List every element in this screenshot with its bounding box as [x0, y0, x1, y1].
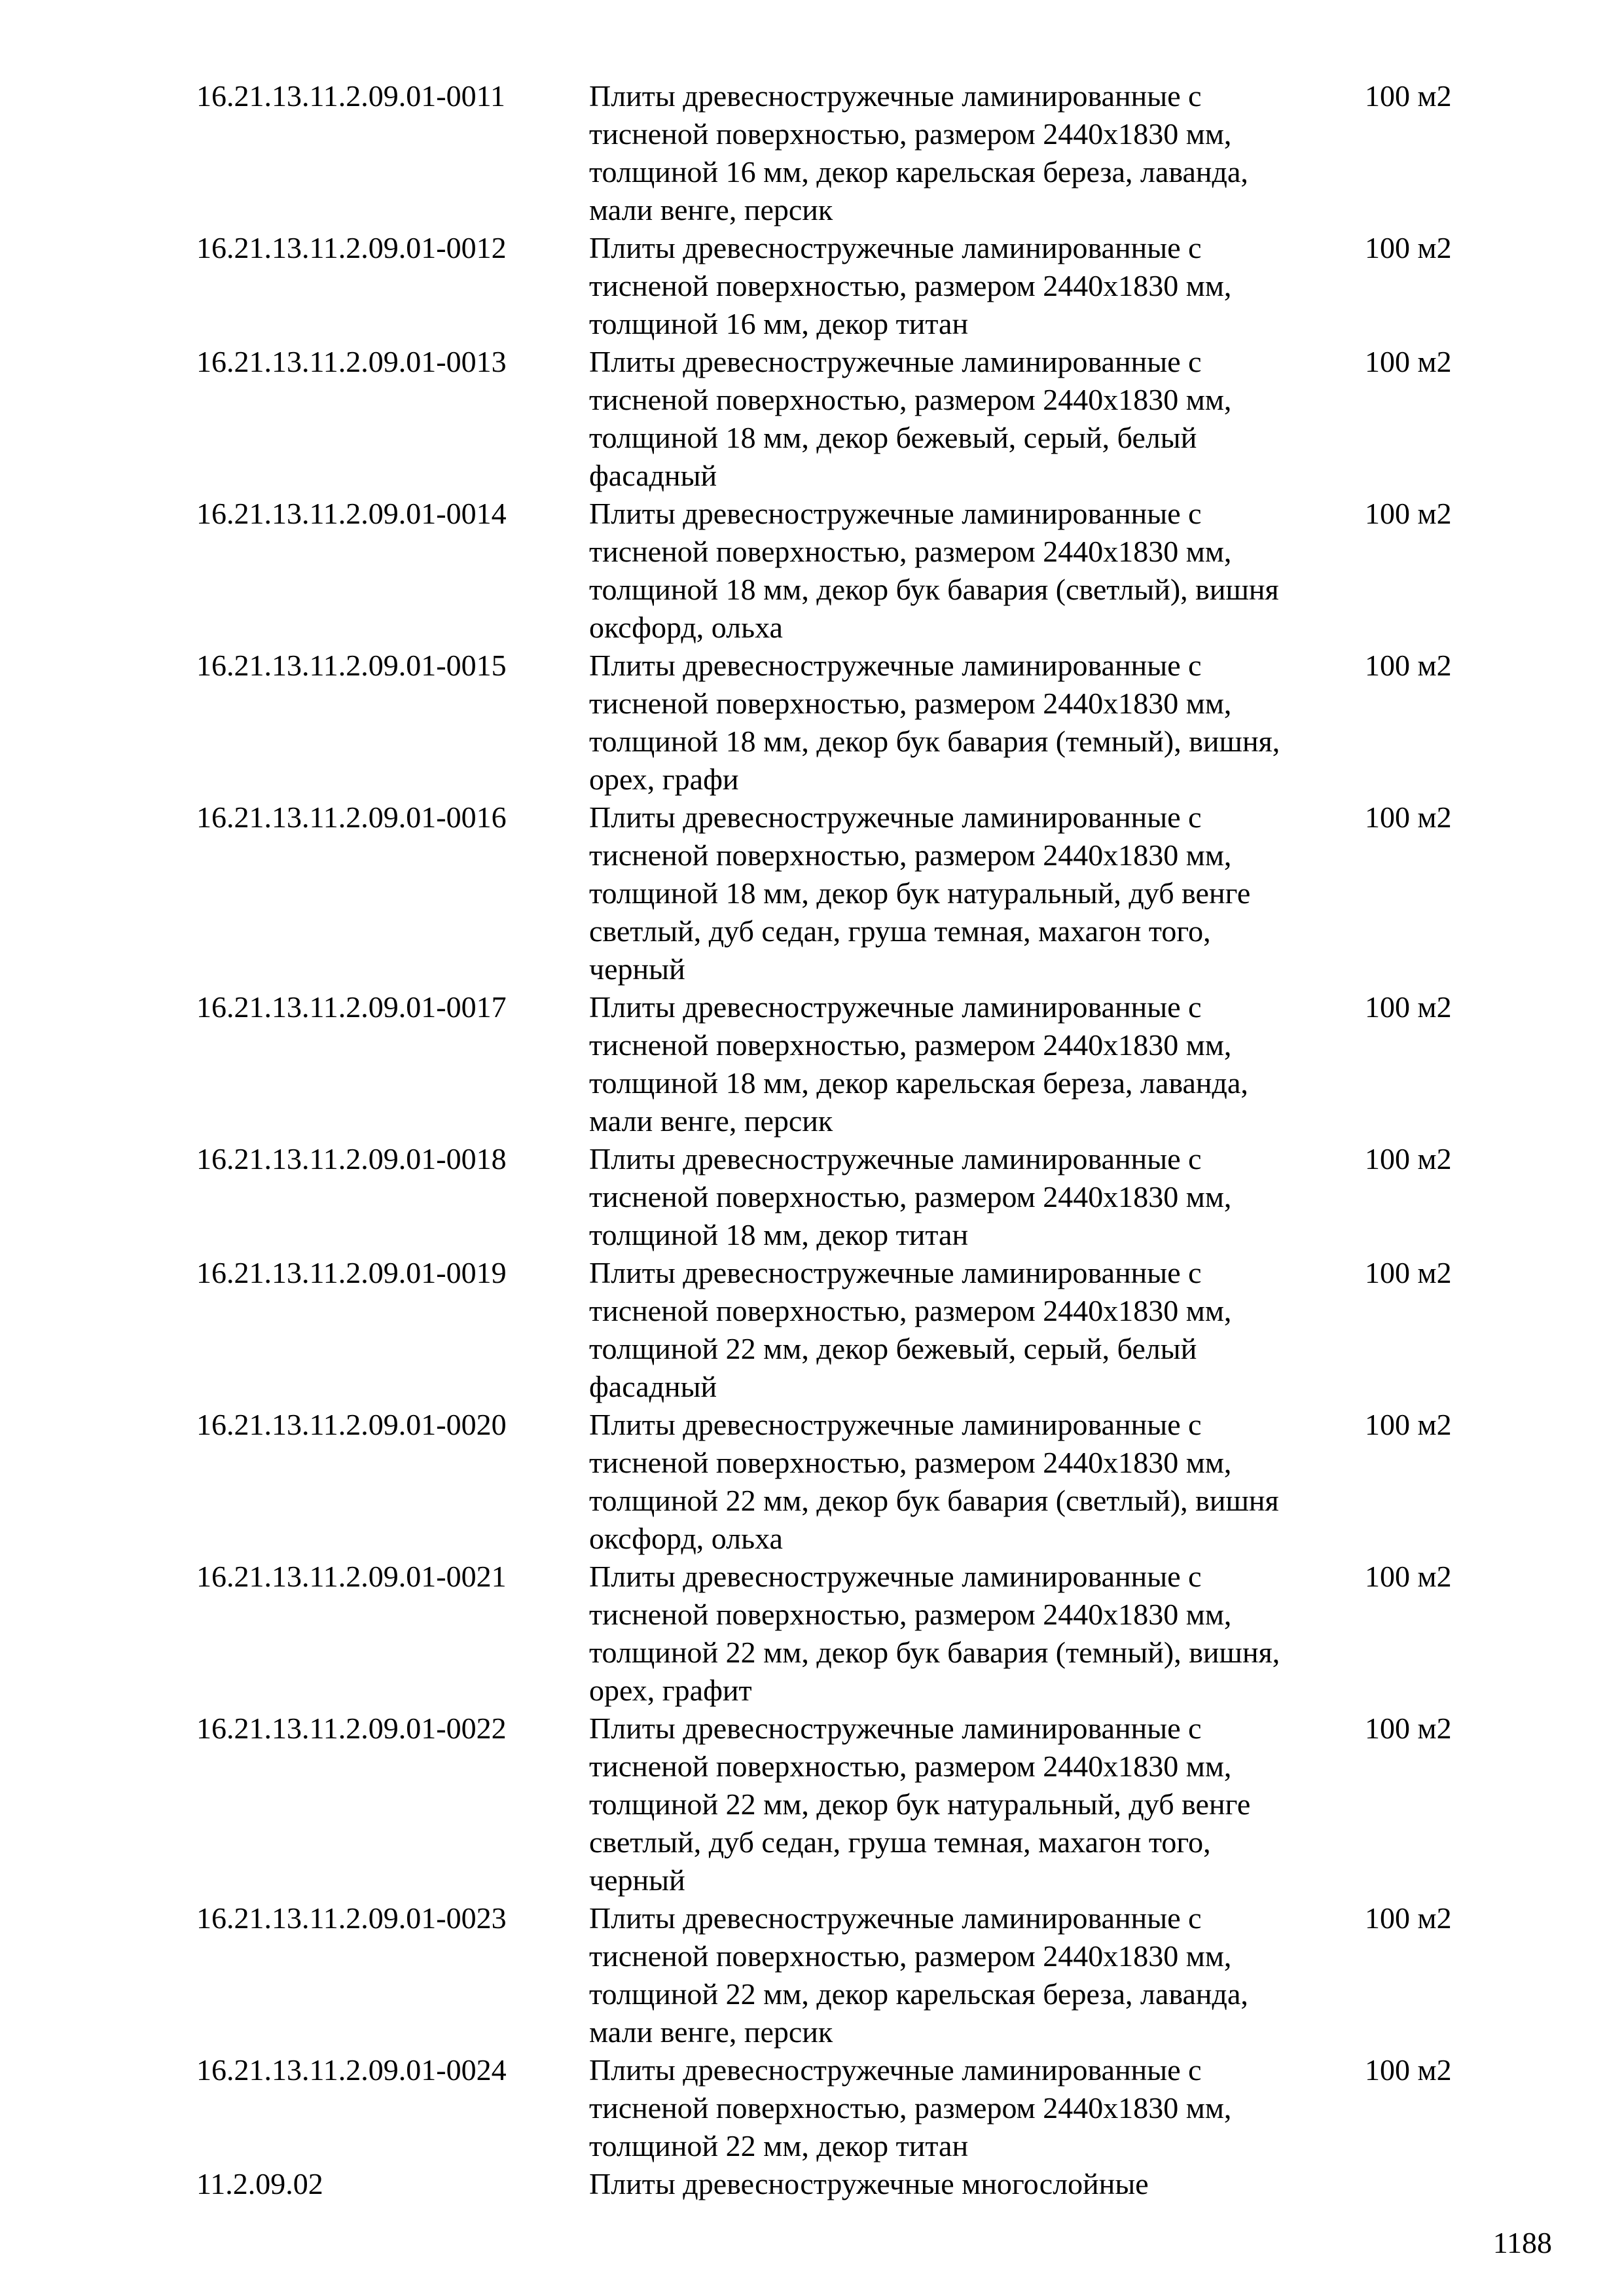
- item-unit: 100 м2: [1365, 1408, 1452, 1441]
- table-row: [196, 1558, 1506, 1710]
- table-row: [196, 1406, 1506, 1558]
- item-unit: 100 м2: [1365, 2053, 1452, 2087]
- description-line: толщиной 22 мм, декор титан: [589, 2129, 969, 2162]
- item-code: 16.21.13.11.2.09.01-0014: [196, 497, 507, 530]
- table-row: [196, 495, 1506, 647]
- item-code: 16.21.13.11.2.09.01-0017: [196, 990, 507, 1024]
- description-line: Плиты древесностружечные ламинированные с: [589, 1901, 1202, 1935]
- description-line: Плиты древесностружечные ламинированные с: [589, 990, 1202, 1024]
- description-line: толщиной 22 мм, декор карельская береза, лаванда,: [589, 1977, 1248, 2011]
- item-code: 11.2.09.02: [196, 2167, 323, 2200]
- table-row: [196, 647, 1506, 798]
- description-line: оксфорд, ольха: [589, 611, 783, 644]
- table-row: [196, 1140, 1506, 1254]
- item-unit: 100 м2: [1365, 1901, 1452, 1935]
- description-line: тисненой поверхностью, размером 2440x1830 мм,: [589, 1446, 1232, 1479]
- item-description: [589, 1558, 1365, 1710]
- item-description: [589, 2165, 1365, 2203]
- item-code: 16.21.13.11.2.09.01-0022: [196, 1712, 507, 1745]
- item-description: [589, 988, 1365, 1140]
- description-line: тисненой поверхностью, размером 2440x1830 мм,: [589, 2091, 1232, 2125]
- item-code: 16.21.13.11.2.09.01-0015: [196, 649, 507, 682]
- table-row: [196, 77, 1506, 229]
- description-line: Плиты древесностружечные ламинированные с: [589, 649, 1202, 682]
- table-row: [196, 988, 1506, 1140]
- description-line: черный: [589, 1863, 685, 1897]
- item-code: 16.21.13.11.2.09.01-0024: [196, 2053, 507, 2087]
- price-table: [196, 77, 1506, 2203]
- description-line: толщиной 22 мм, декор бежевый, серый, белый: [589, 1332, 1197, 1365]
- item-unit: 100 м2: [1365, 1256, 1452, 1289]
- description-line: толщиной 22 мм, декор бук бавария (темный), вишня,: [589, 1636, 1280, 1669]
- description-line: толщиной 18 мм, декор бук натуральный, дуб венге: [589, 876, 1251, 910]
- description-line: оксфорд, ольха: [589, 1522, 783, 1555]
- description-line: орех, графи: [589, 762, 739, 796]
- item-code: 16.21.13.11.2.09.01-0023: [196, 1901, 507, 1935]
- item-code: 16.21.13.11.2.09.01-0018: [196, 1142, 507, 1175]
- description-line: Плиты древесностружечные ламинированные с: [589, 231, 1202, 264]
- description-line: толщиной 18 мм, декор бежевый, серый, белый: [589, 421, 1197, 454]
- description-line: тисненой поверхностью, размером 2440x1830 мм,: [589, 1294, 1232, 1327]
- description-line: фасадный: [589, 1370, 717, 1403]
- description-line: тисненой поверхностью, размером 2440x1830 мм,: [589, 1028, 1232, 1062]
- description-line: тисненой поверхностью, размером 2440x1830 мм,: [589, 1749, 1232, 1783]
- description-line: тисненой поверхностью, размером 2440x1830 мм,: [589, 1180, 1232, 1213]
- item-code: 16.21.13.11.2.09.01-0012: [196, 231, 507, 264]
- description-line: толщиной 16 мм, декор карельская береза, лаванда,: [589, 155, 1248, 188]
- item-code: 16.21.13.11.2.09.01-0011: [196, 79, 505, 113]
- table-row: [196, 1254, 1506, 1406]
- description-line: Плиты древесностружечные ламинированные с: [589, 1408, 1202, 1441]
- item-unit: 100 м2: [1365, 990, 1452, 1024]
- description-line: Плиты древесностружечные ламинированные с: [589, 79, 1202, 113]
- item-unit: 100 м2: [1365, 231, 1452, 264]
- item-description: [589, 495, 1365, 647]
- item-unit: 100 м2: [1365, 649, 1452, 682]
- page-number: 1188: [1492, 2226, 1552, 2259]
- item-code: 16.21.13.11.2.09.01-0021: [196, 1560, 507, 1593]
- description-line: толщиной 22 мм, декор бук бавария (светлый), вишня: [589, 1484, 1279, 1517]
- table-row: [196, 343, 1506, 495]
- description-line: Плиты древесностружечные ламинированные с: [589, 1142, 1202, 1175]
- description-line: толщиной 18 мм, декор бук бавария (светлый), вишня: [589, 573, 1279, 606]
- item-description: [589, 1140, 1365, 1254]
- item-unit: 100 м2: [1365, 345, 1452, 378]
- description-line: Плиты древесностружечные ламинированные с: [589, 1712, 1202, 1745]
- item-unit: 100 м2: [1365, 1560, 1452, 1593]
- item-unit: 100 м2: [1365, 1712, 1452, 1745]
- table-row: [196, 2165, 1506, 2203]
- description-line: мали венге, персик: [589, 2015, 833, 2049]
- description-line: тисненой поверхностью, размером 2440x1830 мм,: [589, 383, 1232, 416]
- item-description: [589, 343, 1365, 495]
- table-row: [196, 1710, 1506, 1899]
- description-line: мали венге, персик: [589, 193, 833, 226]
- description-line: светлый, дуб седан, груша темная, махагон того,: [589, 914, 1211, 948]
- item-unit: 100 м2: [1365, 1142, 1452, 1175]
- description-line: Плиты древесностружечные ламинированные с: [589, 1560, 1202, 1593]
- description-line: Плиты древесностружечные ламинированные с: [589, 345, 1202, 378]
- description-line: Плиты древесностружечные многослойные: [589, 2167, 1149, 2200]
- description-line: черный: [589, 952, 685, 986]
- table-row: [196, 2051, 1506, 2165]
- item-description: [589, 1899, 1365, 2051]
- description-line: тисненой поверхностью, размером 2440x1830 мм,: [589, 687, 1232, 720]
- description-line: тисненой поверхностью, размером 2440x1830 мм,: [589, 1598, 1232, 1631]
- item-unit: 100 м2: [1365, 79, 1452, 113]
- item-description: [589, 77, 1365, 229]
- item-description: [589, 2051, 1365, 2165]
- description-line: толщиной 18 мм, декор титан: [589, 1218, 969, 1251]
- description-line: фасадный: [589, 459, 717, 492]
- description-line: толщиной 18 мм, декор бук бавария (темный), вишня,: [589, 725, 1280, 758]
- item-description: [589, 1406, 1365, 1558]
- item-unit: 100 м2: [1365, 800, 1452, 834]
- description-line: мали венге, персик: [589, 1104, 833, 1138]
- description-line: тисненой поверхностью, размером 2440x1830 мм,: [589, 838, 1232, 872]
- item-code: 16.21.13.11.2.09.01-0013: [196, 345, 507, 378]
- description-line: светлый, дуб седан, груша темная, махагон того,: [589, 1825, 1211, 1859]
- item-description: [589, 1254, 1365, 1406]
- item-code: 16.21.13.11.2.09.01-0016: [196, 800, 507, 834]
- table-row: [196, 798, 1506, 988]
- description-line: тисненой поверхностью, размером 2440x1830 мм,: [589, 1939, 1232, 1973]
- item-code: 16.21.13.11.2.09.01-0019: [196, 1256, 507, 1289]
- description-line: Плиты древесностружечные ламинированные с: [589, 800, 1202, 834]
- item-description: [589, 1710, 1365, 1899]
- description-line: Плиты древесностружечные ламинированные с: [589, 1256, 1202, 1289]
- item-description: [589, 798, 1365, 988]
- description-line: орех, графит: [589, 1674, 752, 1707]
- item-unit: 100 м2: [1365, 497, 1452, 530]
- table-row: [196, 1899, 1506, 2051]
- table-row: [196, 229, 1506, 343]
- description-line: толщиной 22 мм, декор бук натуральный, дуб венге: [589, 1787, 1251, 1821]
- description-line: тисненой поверхностью, размером 2440x1830 мм,: [589, 117, 1232, 151]
- description-line: толщиной 16 мм, декор титан: [589, 307, 969, 340]
- description-line: толщиной 18 мм, декор карельская береза, лаванда,: [589, 1066, 1248, 1100]
- item-description: [589, 229, 1365, 343]
- description-line: тисненой поверхностью, размером 2440x1830 мм,: [589, 535, 1232, 568]
- description-line: тисненой поверхностью, размером 2440x1830 мм,: [589, 269, 1232, 302]
- item-code: 16.21.13.11.2.09.01-0020: [196, 1408, 507, 1441]
- description-line: Плиты древесностружечные ламинированные с: [589, 2053, 1202, 2087]
- description-line: Плиты древесностружечные ламинированные с: [589, 497, 1202, 530]
- item-description: [589, 647, 1365, 798]
